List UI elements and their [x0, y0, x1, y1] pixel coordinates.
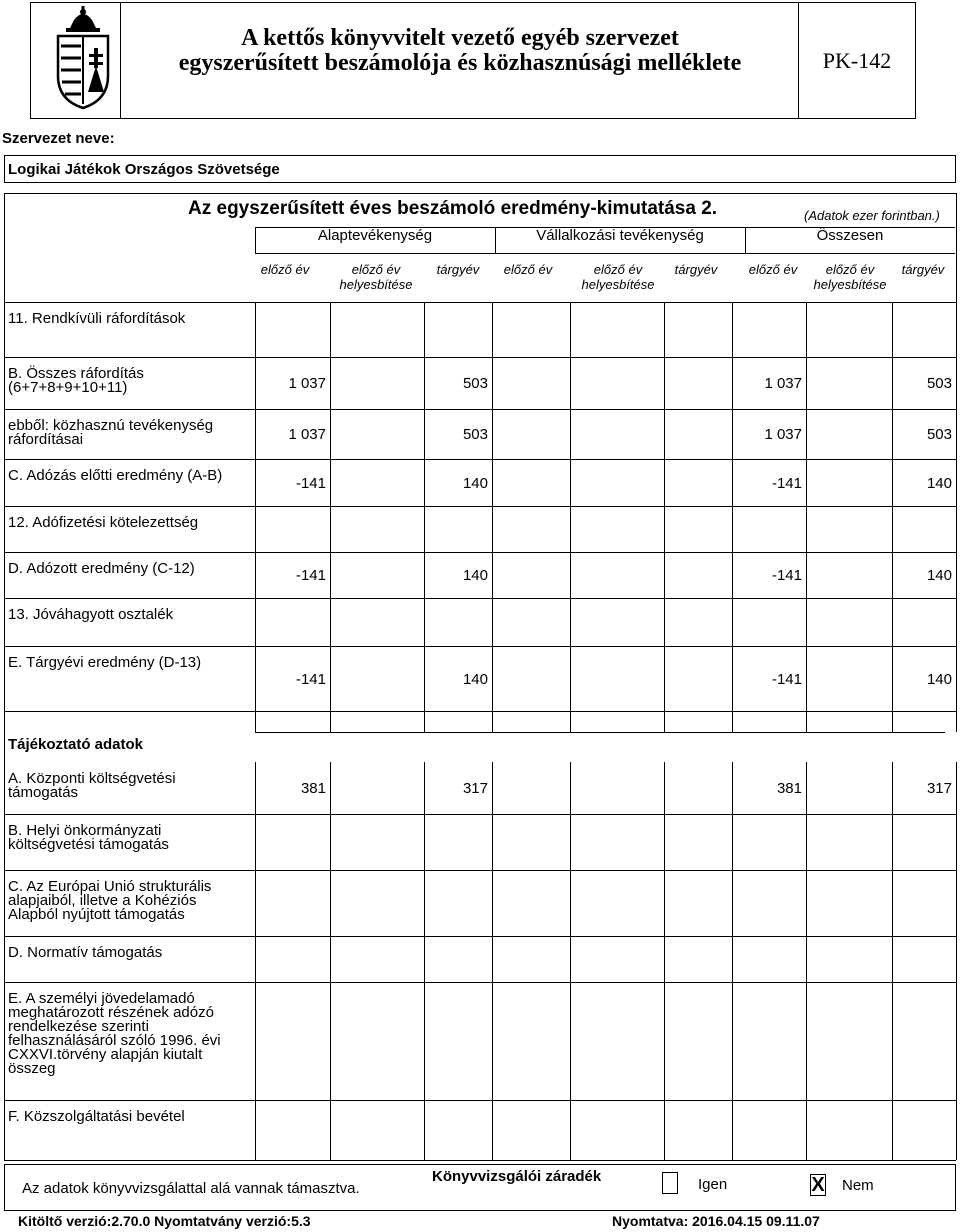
result-row-label-line: B. Összes ráfordítás [8, 365, 144, 382]
info-row-label [8, 772, 253, 800]
result-value-cell: 140 [462, 474, 488, 492]
result-cell-line [664, 302, 665, 357]
result-row-label-line: 13. Jóváhagyott osztalék [8, 606, 174, 623]
info-row-line [4, 870, 956, 871]
info-row-edge [4, 936, 5, 982]
info-row-label-line: A. Központi költségvetési [8, 770, 176, 787]
result-row-label [8, 469, 253, 483]
result-value-cell: 503 [462, 426, 488, 443]
result-value-cell: 503 [926, 426, 952, 443]
result-value-cell: -141 [771, 474, 802, 492]
group-divider [255, 227, 256, 253]
result-row-label [8, 516, 253, 530]
audit-yes-checkbox[interactable] [662, 1172, 678, 1194]
result-cell-line [892, 302, 893, 357]
info-cell-line [732, 982, 733, 1100]
document-title-line: A kettős könyvvitelt vezető egyéb szervezet [241, 25, 679, 51]
info-cell-line [570, 870, 571, 936]
result-value-cell: 503 [462, 375, 488, 392]
info-cell-line [956, 1100, 957, 1160]
result-cell-line [492, 409, 493, 459]
info-cell-line [664, 982, 665, 1100]
result-cell-line [492, 552, 493, 598]
result-cell-line [956, 459, 957, 506]
group-divider [495, 227, 496, 253]
info-cell-line [330, 982, 331, 1100]
info-cell-line [956, 762, 957, 814]
result-cell-line [570, 409, 571, 459]
info-cell-line [956, 936, 957, 982]
info-row-edge [4, 982, 5, 1100]
info-cell-line [892, 1100, 893, 1160]
info-cell-line [255, 870, 256, 936]
info-cell-line [424, 936, 425, 982]
result-cell-line [424, 506, 425, 552]
result-row-label [8, 608, 253, 622]
result-row-label [8, 312, 253, 326]
info-band-cell-line [424, 711, 425, 732]
info-cell-line [664, 870, 665, 936]
result-cell-line [330, 357, 331, 409]
header-top-line [4, 193, 956, 194]
result-cell-line [956, 646, 957, 711]
audit-no-label: Nem [842, 1177, 874, 1194]
result-value-cell: 140 [462, 670, 488, 688]
info-cell-line [732, 814, 733, 870]
info-cell-line [330, 870, 331, 936]
header-divider [798, 2, 799, 119]
result-cell-line [570, 552, 571, 598]
result-value-cell: -141 [295, 670, 326, 688]
result-cell-line [806, 459, 807, 506]
result-cell-line [424, 598, 425, 646]
info-value-cell: 317 [462, 780, 488, 797]
group-header-basic: Alaptevékenység [317, 227, 433, 244]
result-cell-line [806, 598, 807, 646]
result-row-label-line: 11. Rendkívüli ráfordítások [8, 310, 186, 327]
result-row-edge [4, 409, 5, 459]
info-section-title: Tájékoztató adatok [8, 736, 144, 753]
info-cell-line [255, 936, 256, 982]
document-title [122, 26, 798, 76]
result-value-cell: 503 [926, 375, 952, 392]
result-row-label-line: C. Adózás előtti eredmény (A-B) [8, 467, 223, 484]
result-row-line [4, 506, 956, 507]
result-cell-line [806, 409, 807, 459]
result-row-line [4, 357, 956, 358]
col-prev-adj [806, 262, 894, 292]
result-value-cell: -141 [295, 567, 326, 584]
info-cell-line [664, 814, 665, 870]
result-cell-line [732, 506, 733, 552]
info-cell-line [664, 936, 665, 982]
result-value-cell: 1 037 [764, 375, 802, 392]
col-current-year: tárgyév [674, 262, 718, 277]
result-row-label [8, 656, 253, 670]
result-value-cell: 1 037 [764, 426, 802, 443]
result-cell-line [330, 459, 331, 506]
result-cell-line [330, 552, 331, 598]
info-row-label-line: támogatás [8, 784, 79, 801]
result-cell-line [806, 506, 807, 552]
result-cell-line [330, 598, 331, 646]
result-cell-line [806, 302, 807, 357]
info-cell-line [255, 982, 256, 1100]
group-header-business: Vállalkozási tevékenység [536, 227, 704, 244]
result-row-edge [4, 598, 5, 646]
info-cell-line [732, 870, 733, 936]
document-title-line: egyszerűsített beszámolója és közhasznúsági melléklete [178, 50, 742, 76]
info-cell-line [892, 870, 893, 936]
info-row-edge [4, 762, 5, 814]
info-cell-line [492, 814, 493, 870]
group-header-total: Összesen [816, 227, 884, 244]
result-cell-line [424, 302, 425, 357]
info-row-label [8, 880, 253, 922]
result-row-label-line: ebből: közhasznú tevékenység [8, 417, 214, 434]
info-row-label-line: CXXVI.törvény alapján kiutalt [8, 1046, 203, 1063]
info-row-label [8, 992, 253, 1076]
result-cell-line [570, 302, 571, 357]
audit-no-checkbox[interactable] [810, 1174, 826, 1196]
col-prev-year: előző év [260, 262, 310, 277]
info-cell-line [492, 1100, 493, 1160]
col-prev-adj-line: helyesbítése [813, 277, 887, 292]
result-cell-line [956, 409, 957, 459]
result-value-cell: -141 [771, 670, 802, 688]
info-cell-line [806, 814, 807, 870]
result-row-label-line: ráfordításai [8, 431, 84, 448]
result-cell-line [664, 552, 665, 598]
result-row-label-line: 12. Adófizetési kötelezettség [8, 514, 199, 531]
col-prev-adj-line: előző év [825, 262, 875, 277]
result-value-cell: -141 [771, 567, 802, 584]
result-cell-line [492, 459, 493, 506]
info-cell-line [424, 982, 425, 1100]
result-cell-line [255, 598, 256, 646]
result-cell-line [330, 302, 331, 357]
result-cell-line [664, 409, 665, 459]
info-value-cell: 381 [776, 780, 802, 797]
result-cell-line [255, 506, 256, 552]
info-cell-line [956, 982, 957, 1100]
result-row-edge [4, 646, 5, 711]
info-row-label-line: E. A személyi jövedelamadó [8, 990, 195, 1007]
info-cell-line [806, 936, 807, 982]
org-name: Logikai Játékok Országos Szövetsége [8, 161, 280, 178]
info-cell-line [570, 762, 571, 814]
info-row-line [4, 814, 956, 815]
info-row-label-line: összeg [8, 1060, 56, 1077]
info-row-line [4, 982, 956, 983]
col-prev-adj-line: helyesbítése [581, 277, 655, 292]
info-cell-line [570, 814, 571, 870]
result-value-cell: 140 [926, 474, 952, 492]
result-row-line [4, 409, 956, 410]
audit-title: Könyvvizsgálói záradék [432, 1168, 602, 1185]
col-prev-adj-line: előző év [593, 262, 643, 277]
result-cell-line [492, 302, 493, 357]
result-cell-line [492, 598, 493, 646]
info-cell-line [956, 870, 957, 936]
info-row-edge [4, 1100, 5, 1160]
info-row-label-line: D. Normatív támogatás [8, 944, 163, 961]
result-cell-line [330, 646, 331, 711]
result-row-line [4, 646, 956, 647]
header-divider [120, 2, 121, 119]
checkmark-x-icon: X [811, 1174, 825, 1196]
info-cell-line [806, 1100, 807, 1160]
col-prev-adj [572, 262, 664, 292]
result-cell-line [806, 646, 807, 711]
info-row-label-line: meghatározott részének adózó [8, 1004, 214, 1021]
info-value-cell: 317 [926, 780, 952, 797]
info-cell-line [492, 762, 493, 814]
info-row-label [8, 824, 253, 852]
info-cell-line [570, 1100, 571, 1160]
result-cell-line [956, 357, 957, 409]
info-cell-line [806, 762, 807, 814]
info-band-cell-line [492, 711, 493, 732]
col-prev-adj-line: helyesbítése [339, 277, 413, 292]
info-cell-line [570, 936, 571, 982]
info-band-cell-line [956, 711, 957, 732]
info-row-edge [4, 814, 5, 870]
result-cell-line [570, 459, 571, 506]
info-edge [4, 711, 5, 762]
info-row-label [8, 1110, 253, 1124]
info-band-cell-line [806, 711, 807, 732]
col-prev-adj [330, 262, 422, 292]
info-cell-line [806, 870, 807, 936]
col-current-year: tárgyév [436, 262, 480, 277]
result-row-line [4, 459, 956, 460]
info-cell-line [424, 870, 425, 936]
result-cell-line [732, 598, 733, 646]
group-divider [745, 227, 746, 253]
result-cell-line [664, 506, 665, 552]
result-value-cell: 140 [462, 567, 488, 584]
result-cell-line [664, 357, 665, 409]
col-prev-adj-line: előző év [351, 262, 401, 277]
info-cell-line [892, 982, 893, 1100]
result-cell-line [492, 506, 493, 552]
info-row-label-line: F. Közszolgáltatási bevétel [8, 1108, 185, 1125]
result-cell-line [806, 552, 807, 598]
info-cell-line [956, 814, 957, 870]
info-band-line [255, 732, 945, 733]
result-cell-line [732, 302, 733, 357]
result-row-label [8, 367, 253, 395]
result-cell-line [330, 409, 331, 459]
form-code: PK-142 [822, 48, 892, 73]
info-band-cell-line [330, 711, 331, 732]
info-cell-line [664, 1100, 665, 1160]
result-row-line [4, 711, 956, 712]
result-row-line [4, 598, 956, 599]
result-row-edge [4, 506, 5, 552]
info-row-label-line: felhasználásáról szóló 1996. évi [8, 1032, 221, 1049]
result-cell-line [255, 302, 256, 357]
result-row-edge [4, 357, 5, 409]
info-row-label-line: B. Helyi önkormányzati [8, 822, 162, 839]
result-value-cell: 140 [926, 567, 952, 584]
info-cell-line [492, 936, 493, 982]
result-cell-line [492, 646, 493, 711]
result-cell-line [570, 357, 571, 409]
result-cell-line [956, 506, 957, 552]
info-band-cell-line [732, 711, 733, 732]
result-cell-line [664, 459, 665, 506]
info-cell-line [570, 982, 571, 1100]
header-right-line [956, 193, 957, 302]
org-label: Szervezet neve: [2, 130, 115, 147]
result-row-edge [4, 459, 5, 506]
result-value-cell: -141 [295, 474, 326, 492]
info-cell-line [330, 936, 331, 982]
result-cell-line [570, 646, 571, 711]
info-cell-line [892, 814, 893, 870]
result-row-label-line: (6+7+8+9+10+11) [8, 379, 128, 396]
info-band-cell-line [255, 711, 256, 732]
info-row-label-line: rendelkezése szerinti [8, 1018, 149, 1035]
section-title: Az egyszerűsített éves beszámoló eredmény-kimutatása 2. [188, 198, 718, 219]
result-row-edge [4, 302, 5, 357]
print-timestamp: Nyomtatva: 2016.04.15 09.11.07 [612, 1213, 820, 1229]
info-cell-line [330, 814, 331, 870]
result-cell-line [806, 357, 807, 409]
info-row-label-line: C. Az Európai Unió strukturális [8, 878, 212, 895]
result-cell-line [892, 506, 893, 552]
info-row-label-line: alapjaiból, illetve a Kohéziós [8, 892, 197, 909]
group-line [255, 227, 955, 228]
result-row-label [8, 562, 253, 576]
result-cell-line [492, 357, 493, 409]
info-cell-line [664, 762, 665, 814]
result-cell-line [956, 598, 957, 646]
info-row-label-line: költségvetési támogatás [8, 836, 169, 853]
result-cell-line [664, 646, 665, 711]
header-bottom-line [4, 302, 956, 303]
info-row-line [4, 936, 956, 937]
group-line [255, 253, 955, 254]
info-cell-line [806, 982, 807, 1100]
coat-of-arms-icon [52, 6, 114, 110]
result-value-cell: 1 037 [288, 375, 326, 392]
audit-yes-label: Igen [698, 1176, 728, 1193]
info-cell-line [255, 1100, 256, 1160]
unit-note: (Adatok ezer forintban.) [804, 208, 940, 223]
col-prev-year: előző év [503, 262, 553, 277]
col-prev-year: előző év [748, 262, 798, 277]
info-row-label [8, 946, 253, 960]
info-band-cell-line [892, 711, 893, 732]
result-cell-line [892, 598, 893, 646]
result-value-cell: 140 [926, 670, 952, 688]
result-row-label [8, 419, 253, 447]
result-cell-line [956, 552, 957, 598]
info-cell-line [732, 1100, 733, 1160]
info-cell-line [492, 870, 493, 936]
result-cell-line [570, 506, 571, 552]
info-cell-line [732, 936, 733, 982]
result-row-edge [4, 552, 5, 598]
result-row-label-line: D. Adózott eredmény (C-12) [8, 560, 195, 577]
result-cell-line [570, 598, 571, 646]
result-cell-line [956, 302, 957, 357]
info-cell-line [255, 814, 256, 870]
info-cell-line [492, 982, 493, 1100]
info-row-label-line: Alapból nyújtott támogatás [8, 906, 185, 923]
result-cell-line [330, 506, 331, 552]
audit-statement: Az adatok könyvvizsgálattal alá vannak támasztva. [22, 1180, 360, 1197]
result-row-line [4, 552, 956, 553]
result-cell-line [664, 598, 665, 646]
col-current-year: tárgyév [901, 262, 945, 277]
info-band-cell-line [570, 711, 571, 732]
version-info: Kitöltő verzió:2.70.0 Nyomtatvány verzió:5.3 [18, 1213, 311, 1229]
info-row-line [4, 1100, 956, 1101]
header-left-line [4, 193, 5, 302]
info-value-cell: 381 [300, 780, 326, 797]
info-band-cell-line [664, 711, 665, 732]
info-cell-line [892, 936, 893, 982]
info-row-line [4, 1160, 956, 1161]
info-cell-line [330, 762, 331, 814]
info-cell-line [424, 814, 425, 870]
result-value-cell: 1 037 [288, 426, 326, 443]
result-row-label-line: E. Tárgyévi eredmény (D-13) [8, 654, 202, 671]
info-cell-line [330, 1100, 331, 1160]
info-row-edge [4, 870, 5, 936]
info-cell-line [424, 1100, 425, 1160]
